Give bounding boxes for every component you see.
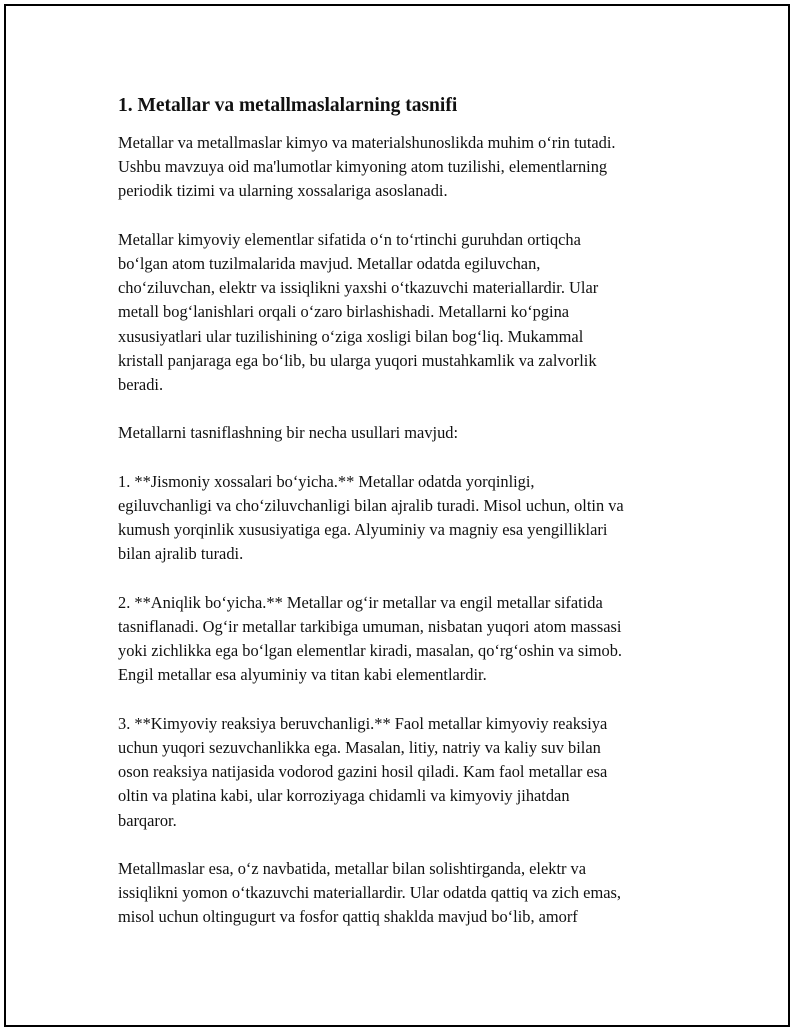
paragraph-gap bbox=[118, 204, 698, 228]
section-heading: 1. Metallar va metallmaslalarning tasnifi bbox=[118, 95, 458, 116]
paragraph-nonmetals: Metallmaslar esa, o‘z navbatida, metallar bilan solishtirganda, elektr va issiqlikni yomon o‘tkazuvchi materiallardir. Ular odatda qattiq va zich emas, misol uchun oltingugurt va fosfor qattiq shaklda mavjud bo‘lib, amorf bbox=[118, 859, 621, 927]
paragraph-gap bbox=[118, 688, 698, 712]
list-item-density: 2. **Aniqlik bo‘yicha.** Metallar og‘ir metallar va engil metallar sifatida tasniflanadi. Og‘ir metallar tarkibiga umuman, nisbatan yuqori atom massasi yoki zichlikka ega bo‘lgan elementlar kiradi, masalan, qo‘rg‘oshin va simob. Engil metallar esa alyuminiy va titan kabi elementlardir. bbox=[118, 592, 623, 685]
paragraph-gap bbox=[118, 833, 698, 857]
document-body bbox=[118, 92, 698, 930]
paragraph-gap bbox=[118, 567, 698, 591]
paragraph-gap bbox=[118, 446, 698, 470]
paragraph-metals-properties: Metallar kimyoviy elementlar sifatida o‘n to‘rtinchi guruhdan ortiqcha bo‘lgan atom tuzilmalarida mavjud. Metallar odatda egiluvchan, cho‘ziluvchan, elektr va issiqlikni yaxshi o‘tkazuvchi materiallardir. Ular metall bog‘lanishlari orqali o‘zaro birlashishadi. Metallarni ko‘pgina xususiyatlari ular tuzilishining o‘ziga xosligi bilan bog‘liq. Mukammal kristall panjaraga ega bo‘lib, bu ularga yuqori mustahkamlik va zalvorlik beradi. bbox=[118, 229, 599, 395]
list-item-physical-properties: 1. **Jismoniy xossalari bo‘yicha.** Metallar odatda yorqinligi, egiluvchanligi va cho‘ziluvchanligi bilan ajralib turadi. Misol uchun, oltin va kumush yorqinlik xususiyatiga ega. Alyuminiy va magniy esa yengilliklari bilan ajralib turadi. bbox=[118, 471, 624, 564]
paragraph-gap bbox=[118, 397, 698, 421]
paragraph-classification-intro: Metallarni tasniflashning bir necha usullari mavjud: bbox=[118, 423, 459, 443]
list-item-reactivity: 3. **Kimyoviy reaksiya beruvchanligi.** Faol metallar kimyoviy reaksiya uchun yuqori sezuvchanlikka ega. Masalan, litiy, natriy va kaliy suv bilan oson reaksiya natijasida vodorod gazini hosil qiladi. Kam faol metallar esa oltin va platina kabi, ular korroziyaga chidamli va kimyoviy jihatdan barqaror. bbox=[118, 713, 608, 830]
paragraph-intro: Metallar va metallmaslar kimyo va materialshunoslikda muhim o‘rin tutadi. Ushbu mavzuya oid ma'lumotlar kimyoning atom tuzilishi, elementlarning periodik tizimi va ularning xossalariga asoslanadi. bbox=[118, 133, 616, 201]
